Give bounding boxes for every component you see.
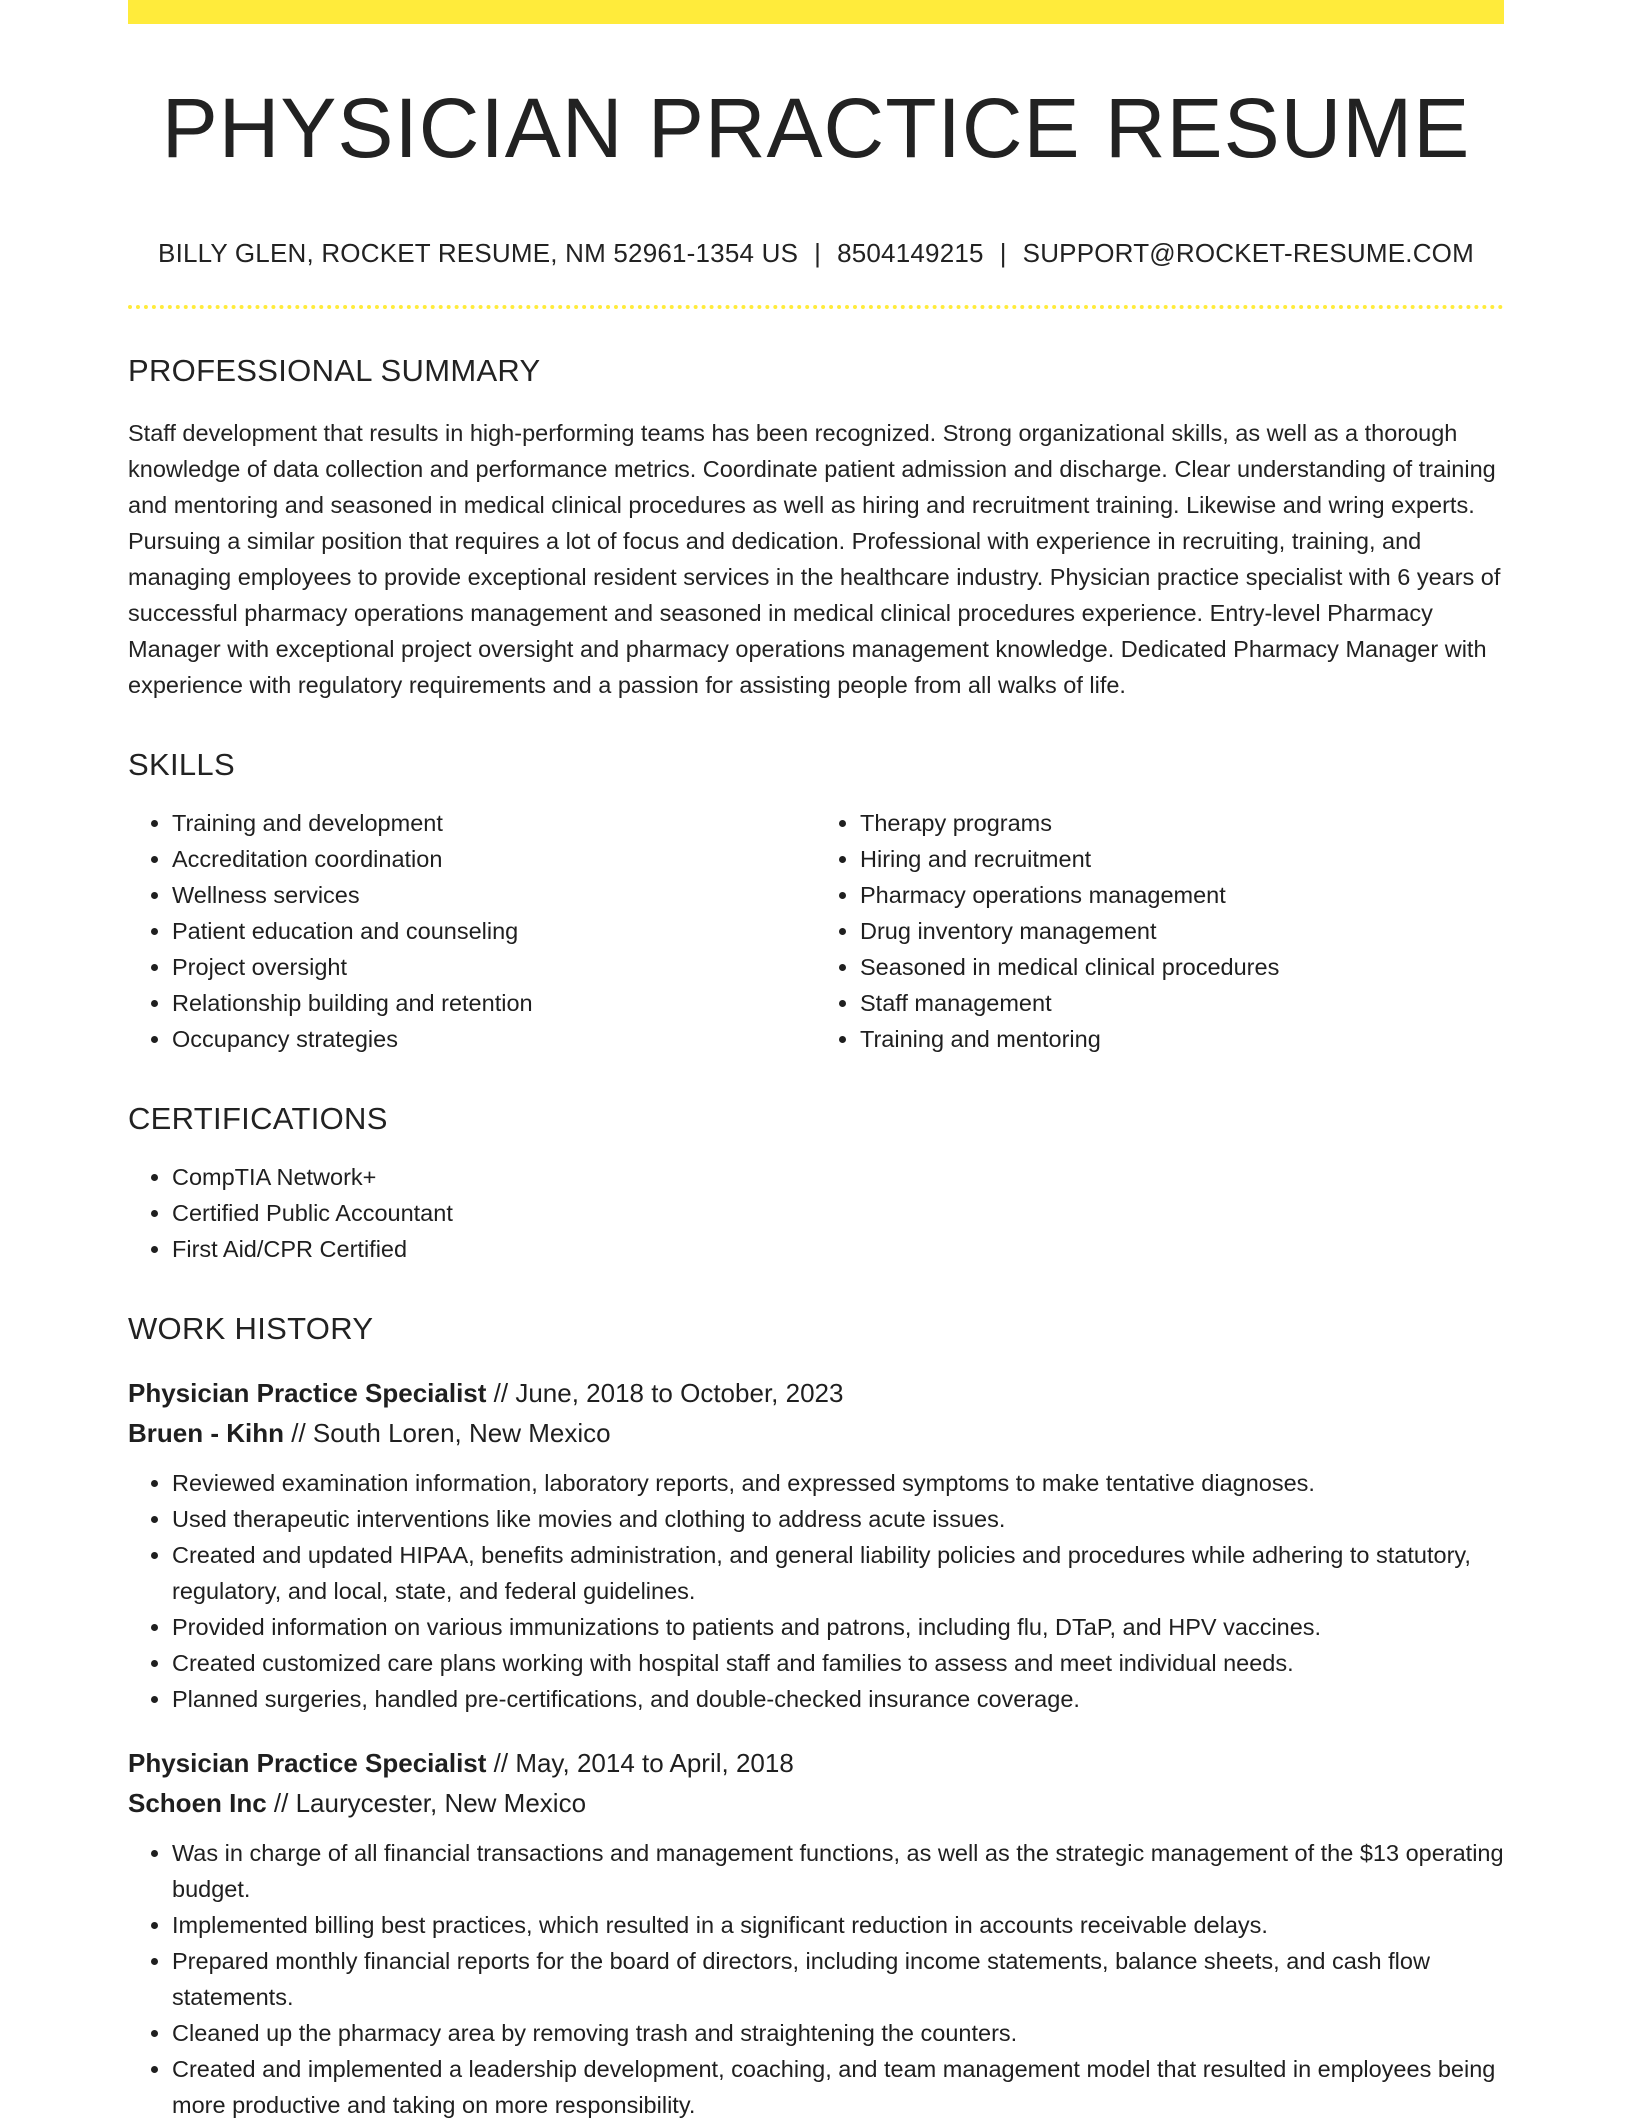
- skills-list-right: [816, 805, 1504, 1057]
- job-company-line: [128, 1413, 1504, 1453]
- certifications-heading: CERTIFICATIONS: [128, 1101, 388, 1137]
- job-header: [128, 1373, 1504, 1453]
- job-dates: // May, 2014 to April, 2018: [486, 1748, 794, 1779]
- certifications-list: [128, 1159, 1504, 1267]
- skill-item: • Project oversight: [172, 949, 816, 985]
- top-accent-bar: [128, 0, 1504, 24]
- skill-item: • Pharmacy operations management: [860, 877, 1504, 913]
- job-bullet: • Reviewed examination information, laboratory reports, and expressed symptoms to make tentative diagnoses.: [172, 1465, 1504, 1501]
- contact-phone: 8504149215: [837, 238, 984, 269]
- skill-item: • Training and development: [172, 805, 816, 841]
- summary-heading: PROFESSIONAL SUMMARY: [128, 353, 541, 389]
- job-bullet: • Prepared monthly financial reports for the board of directors, including income statements, balance sheets, and cash flow statements.: [172, 1943, 1504, 2015]
- job-company-line: [128, 1783, 1504, 1823]
- skill-item: • Therapy programs: [860, 805, 1504, 841]
- job-title-line: [128, 1743, 1504, 1783]
- skill-item: • Wellness services: [172, 877, 816, 913]
- job-location: // Laurycester, New Mexico: [266, 1788, 587, 1819]
- contact-email: SUPPORT@ROCKET-RESUME.COM: [1022, 238, 1474, 269]
- summary-text: Staff development that results in high-performing teams has been recognized. Strong organizational skills, as well as a thorough knowledge of data collection and performance metrics. Coordinate patient admission and discharge. Clear understanding of training and mentoring and seasoned in medical clinical procedures as well as hiring and recruitment training. Likewise and wring experts. Pursuing a similar position that requires a lot of focus and dedication. Professional with experience in recruiting, training, and managing employees to provide exceptional resident services in the healthcare industry. Physician practice specialist with 6 years of successful pharmacy operations management and seasoned in medical clinical procedures experience. Entry-level Pharmacy Manager with exceptional project oversight and pharmacy operations management knowledge. Dedicated Pharmacy Manager with experience with regulatory requirements and a passion for assisting people from all walks of life.: [128, 420, 1501, 699]
- job-location: // South Loren, New Mexico: [284, 1418, 611, 1449]
- certification-item: • Certified Public Accountant: [172, 1195, 1504, 1231]
- job-dates: // June, 2018 to October, 2023: [486, 1378, 844, 1409]
- work-history-section: [128, 1311, 1504, 2123]
- job-bullet: • Created and updated HIPAA, benefits administration, and general liability policies and procedures while adhering to statutory, regulatory, and local, state, and federal guidelines.: [172, 1537, 1504, 1609]
- skill-item: • Seasoned in medical clinical procedures: [860, 949, 1504, 985]
- job-bullet: • Planned surgeries, handled pre-certifications, and double-checked insurance coverage.: [172, 1681, 1504, 1717]
- skill-item: • Accreditation coordination: [172, 841, 816, 877]
- job-bullet: • Provided information on various immunizations to patients and patrons, including flu, DTaP, and HPV vaccines.: [172, 1609, 1504, 1645]
- job-title: Physician Practice Specialist: [128, 1378, 487, 1409]
- skill-item: • Patient education and counseling: [172, 913, 816, 949]
- skill-item: • Relationship building and retention: [172, 985, 816, 1021]
- skill-item: • Staff management: [860, 985, 1504, 1021]
- job-bullet: • Cleaned up the pharmacy area by removing trash and straightening the counters.: [172, 2015, 1504, 2051]
- job-bullet: • Created customized care plans working with hospital staff and families to assess and meet individual needs.: [172, 1645, 1504, 1681]
- work-history-heading: WORK HISTORY: [128, 1311, 374, 1347]
- skills-heading: SKILLS: [128, 747, 235, 783]
- certifications-section: [128, 1101, 1504, 1267]
- page-title: PHYSICIAN PRACTICE RESUME: [161, 81, 1471, 175]
- resume-page: [128, 0, 1504, 2123]
- skill-item: • Hiring and recruitment: [860, 841, 1504, 877]
- certification-item: • First Aid/CPR Certified: [172, 1231, 1504, 1267]
- skill-item: • Training and mentoring: [860, 1021, 1504, 1057]
- job-header: [128, 1743, 1504, 1823]
- job-entry: [128, 1373, 1504, 1717]
- summary-section: [128, 353, 1504, 703]
- skills-list-left: [128, 805, 816, 1057]
- contact-line: [128, 238, 1504, 269]
- job-company: Schoen Inc: [128, 1788, 267, 1819]
- job-bullet: • Implemented billing best practices, which resulted in a significant reduction in accounts receivable delays.: [172, 1907, 1504, 1943]
- job-bullets: [128, 1835, 1504, 2123]
- certification-item: • CompTIA Network+: [172, 1159, 1504, 1195]
- skills-grid: [128, 805, 1504, 1057]
- contact-address: BILLY GLEN, ROCKET RESUME, NM 52961-1354 US: [158, 238, 799, 269]
- job-bullet: • Used therapeutic interventions like movies and clothing to address acute issues.: [172, 1501, 1504, 1537]
- skills-section: [128, 747, 1504, 1057]
- job-bullet: • Was in charge of all financial transactions and management functions, as well as the strategic management of the $13 operating budget.: [172, 1835, 1504, 1907]
- job-title-line: [128, 1373, 1504, 1413]
- skill-item: • Occupancy strategies: [172, 1021, 816, 1057]
- job-entry: [128, 1743, 1504, 2123]
- job-title: Physician Practice Specialist: [128, 1748, 487, 1779]
- job-list: [128, 1373, 1504, 2123]
- header-divider: [128, 305, 1504, 309]
- job-company: Bruen - Kihn: [128, 1418, 284, 1449]
- job-bullets: [128, 1465, 1504, 1717]
- contact-separator: |: [999, 238, 1007, 269]
- contact-separator: |: [814, 238, 822, 269]
- job-bullet: • Created and implemented a leadership development, coaching, and team management model that resulted in employees being more productive and taking on more responsibility.: [172, 2051, 1504, 2123]
- skill-item: • Drug inventory management: [860, 913, 1504, 949]
